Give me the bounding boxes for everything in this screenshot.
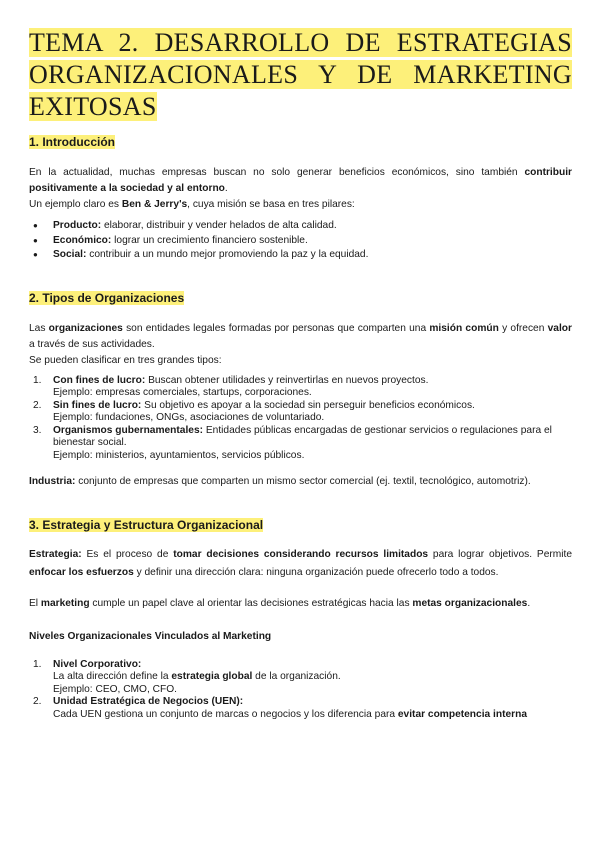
list-item: 1. Nivel Corporativo: La alta dirección define la estrategia global de la organización. Ejemplo: CEO, CMO, CFO. [33,658,341,695]
section-3-heading: 3. Estrategia y Estructura Organizacional [29,518,264,532]
industry-paragraph: Industria: conjunto de empresas que comparten un mismo sector comercial (ej. textil, tecnológico, automotriz). [29,476,531,487]
section-2-heading: 2. Tipos de Organizaciones [29,290,185,305]
list-item: ● Producto: elaborar, distribuir y vender helados de alta calidad. [29,219,572,234]
strategy-paragraph: Estrategia: Es el proceso de tomar decisiones considerando recursos limitados para lograr objetivos. Permite enfocar los esfuerzos y definir una dirección clara: ninguna organización puede ofrecerlo todo a todos. [29,549,573,578]
list-item: 2. Sin fines de lucro: Su objetivo es apoyar a la sociedad sin perseguir beneficios económicos. Ejemplo: fundaciones, ONGs, asociaciones de voluntariado. [33,399,475,423]
list-item: 1. Con fines de lucro: Buscan obtener utilidades y reinvertirlas en nuevos proyectos. Ejemplo: empresas comerciales, startups, corporaciones. [33,374,429,398]
organization-types-list [29,375,572,463]
list-item: ● Económico: lograr un crecimiento financiero sostenible. [29,234,572,249]
list-item: 3. Organismos gubernamentales: Entidades públicas encargadas de gestionar servicios o regulaciones para el bienestar social. Ejemplo: ministerios, ayuntamientos, servicios públicos. [33,424,552,461]
intro-paragraph: En la actualidad, muchas empresas buscan no solo generar beneficios económicos, sino también contribuir positivamente a la sociedad y al entorno. [29,167,572,194]
document-title: TEMA 2. DESARROLLO DE ESTRATEGIAS ORGANIZACIONALES Y DE MARKETING EXITOSAS [29,28,572,121]
pillars-list [29,219,572,263]
organizations-paragraph: Las organizaciones son entidades legales formadas por personas que comparten una misión común y ofrecen valor a través de sus actividades. [29,322,572,350]
list-item: ● Social: contribuir a un mundo mejor promoviendo la paz y la equidad. [29,248,572,263]
organizational-levels-list [29,659,572,722]
example-paragraph: Un ejemplo claro es Ben & Jerry's, cuya misión se basa en tres pilares: [29,199,355,210]
document-page [29,27,572,721]
levels-heading: Niveles Organizacionales Vinculados al Marketing [29,630,272,642]
marketing-paragraph: El marketing cumple un papel clave al orientar las decisiones estratégicas hacia las metas organizacionales. [29,598,531,609]
classification-paragraph: Se pueden clasificar en tres grandes tipos: [29,354,222,366]
list-item: 2. Unidad Estratégica de Negocios (UEN): Cada UEN gestiona un conjunto de marcas o negocios y los diferencia para evitar competencia interna [33,696,527,720]
section-1-heading: 1. Introducción [29,135,116,149]
